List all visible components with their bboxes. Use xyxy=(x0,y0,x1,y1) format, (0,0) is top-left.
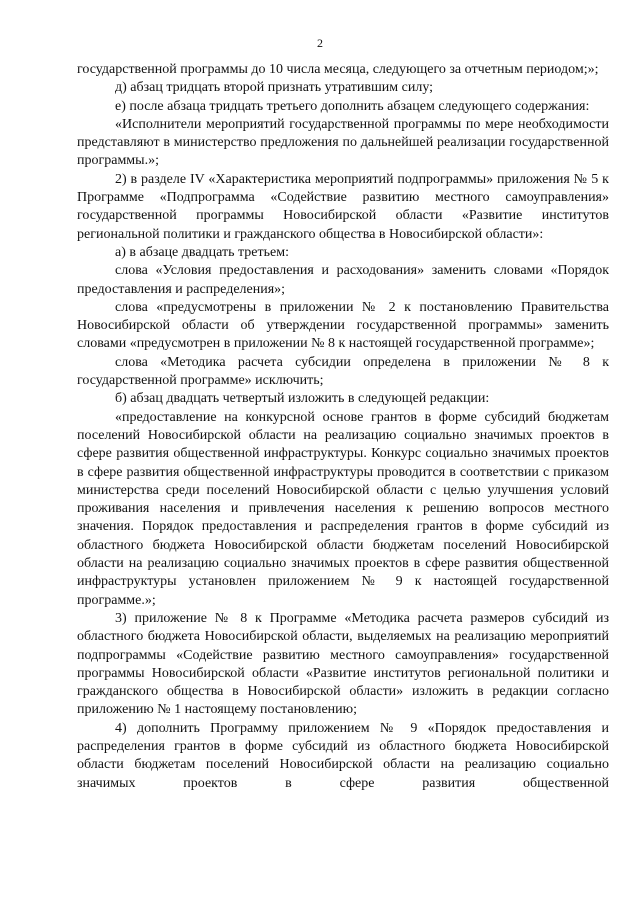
paragraph: слова «Условия предоставления и расходования» заменить словами «Порядок предоставления и распределения»; xyxy=(77,263,609,297)
paragraph: 3) приложение № 8 к Программе «Методика расчета размеров субсидий из областного бюджета Новосибирской области, выделяемых на реализацию мероприятий подпрограммы «Содействие развитию местного самоуправления» государственной программы Новосибирской области «Развитие институтов региональной политики и гражданского общества в Новосибирской области» изложить в редакции согласно приложению № 1 настоящему постановлению; xyxy=(77,610,609,718)
paragraph: е) после абзаца тридцать третьего дополнить абзацем следующего содержания: xyxy=(115,98,590,114)
page-number: 2 xyxy=(317,36,323,50)
paragraph: слова «Методика расчета субсидии определена в приложении № 8 к государственной программе» исключить; xyxy=(77,354,609,389)
paragraph: а) в абзаце двадцать третьем: xyxy=(115,244,289,260)
document-body xyxy=(77,61,609,793)
paragraph: слова «предусмотрены в приложении № 2 к постановлению Правительства Новосибирской области об утверждении государственной программы» заменить словами «предусмотрен в приложении № 8 к настоящей государственной программе»; xyxy=(77,299,609,352)
paragraph-continuation: государственной программы до 10 числа месяца, следующего за отчетным периодом;»; xyxy=(77,62,599,77)
paragraph: «Исполнители мероприятий государственной программы по мере необходимости представляют в министерство предложения по дальнейшей реализации государственной программы.»; xyxy=(77,116,609,169)
paragraph: «предоставление на конкурсной основе грантов в форме субсидий бюджетам поселений Новосибирской области на реализацию социально значимых проектов в сфере развития общественной инфраструктуры. Конкурс социально значимых проектов в сфере развития общественной инфраструктуры проводится в соответствии с приказом министерства среди поселений Новосибирской области с целью улучшения условий проживания населения и привлечения населения к решению вопросов местного значения. Порядок предоставления и распределения грантов в форме субсидий из областного бюджета Новосибирской области бюджетам поселений Новосибирской области на реализацию социально значимых проектов в сфере развития общественной инфраструктуры установлен приложением № 9 к настоящей государственной программе.»; xyxy=(77,409,609,608)
paragraph: б) абзац двадцать четвертый изложить в следующей редакции: xyxy=(115,391,490,407)
paragraph: 2) в разделе IV «Характеристика мероприятий подпрограммы» приложения № 5 к Программе «Подпрограмма «Содействие развитию местного самоуправления» государственной программы Новосибирской области «Развитие институтов региональной политики и гражданского общества в Новосибирской области»: xyxy=(77,171,609,242)
paragraph: 4) дополнить Программу приложением № 9 «Порядок предоставления и распределения грантов в форме субсидий из областного бюджета Новосибирской области бюджетам поселений Новосибирской области на реализацию социально значимых проектов в сфере развития общественной xyxy=(77,720,609,791)
paragraph: д) абзац тридцать второй признать утратившим силу; xyxy=(115,80,434,96)
